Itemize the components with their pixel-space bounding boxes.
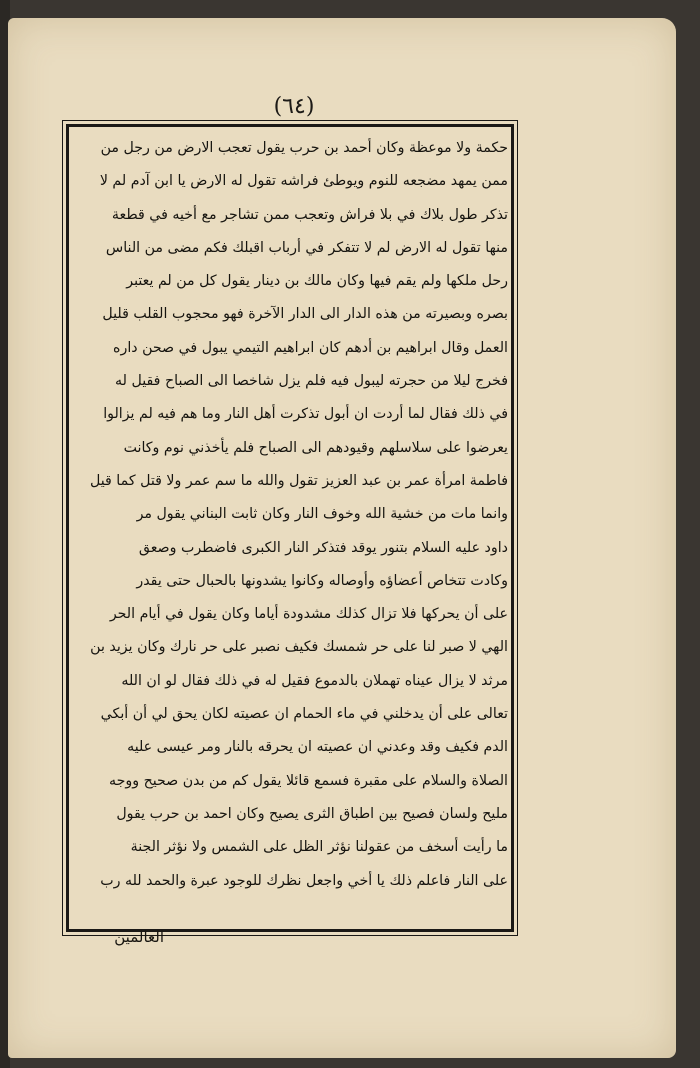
text-line: تذكر طول بلاك في بلا فراش وتعجب ممن تشاجر مع أخيه في قطعة [111, 206, 508, 223]
text-line: داود عليه السلام بتنور يوقد فتذكر النار الكبرى فاضطرب وصعق [138, 539, 508, 556]
text-line: تعالى على أن يدخلني في ماء الحمام ان عصيته لكان يحق لي أن أبكي [100, 706, 508, 723]
text-line: منها تقول له الارض لم لا تتفكر في أرباب اقبلك فكم مضى من الناس [105, 239, 508, 256]
text-line: الهي لا صبر لنا على حر شمسك فكيف نصبر على حر نارك وكان يزيد بن [90, 639, 508, 656]
page-number: (٦٤) [273, 94, 315, 119]
text-line: حكمة ولا موعظة وكان أحمد بن حرب يقول تعجب الارض من رجل من [100, 140, 508, 156]
text-line: ما رأيت أسخف من عقولنا نؤثر الظل على الشمس ولا نؤثر الجنة [130, 839, 508, 856]
text-line: وانما مات من خشية الله وخوف النار وكان ثابت البناني يقول مر [136, 506, 508, 523]
text-line: فخرج ليلا من حجرته ليبول فيه فلم يزل شاخصا الى الصباح فقيل له [115, 373, 508, 390]
text-line: على أن يحركها فلا تزال كذلك مشدودة أياما وكان يقول في أيام الحر [109, 606, 508, 623]
text-line: العمل وقال ابراهيم بن أدهم كان ابراهيم التيمي يبول في صحن داره [113, 339, 508, 356]
catchword: العالمين [114, 928, 164, 946]
text-line: يعرضوا على سلاسلهم وقيودهم الى الصباح فلم يأخذني نوم وكانت [123, 439, 508, 456]
text-line: بصره وبصيرته من هذه الدار الى الدار الآخرة فهو محجوب القلب قليل [102, 306, 508, 323]
text-line: مرثد لا يزال عيناه تهملان بالدموع فقيل له في ذلك فقال لو ان الله [121, 672, 508, 689]
text-line: الدم فكيف وقد وعدني ان عصيته ان يحرقه بالنار ومر عيسى عليه [127, 739, 508, 756]
main-text-block [74, 132, 508, 924]
text-line: فاطمة امرأة عمر بن عبد العزيز تقول والله ما سم عمر ولا قتل كما قيل [89, 472, 508, 489]
text-line: وكادت تتخاص أعضاؤه وأوصاله وكانوا يشدونها بالحبال حتى يقدر [136, 572, 508, 589]
text-line: في ذلك فقال لما أردت ان أبول تذكرت أهل النار وما هم فيه لم يزالوا [103, 406, 508, 423]
text-line: على النار فاعلم ذلك يا أخي واجعل نظرك للوجود عبرة والحمد لله رب [100, 872, 508, 889]
text-line: رحل ملكها ولم يقم فيها وكان مالك بن دينار يقول كل من لم يعتبر [126, 273, 508, 290]
text-line: مليح ولسان فصيح بين اطباق الثرى يصيح وكان احمد بن حرب يقول [116, 805, 508, 822]
text-line: الصلاة والسلام على مقبرة فسمع قائلا يقول كم من بدن صحيح ووجه [108, 772, 508, 789]
text-line: ممن يمهد مضجعه للنوم ويوطئ فراشه تقول له الارض يا ابن آدم لم لا [99, 173, 508, 190]
